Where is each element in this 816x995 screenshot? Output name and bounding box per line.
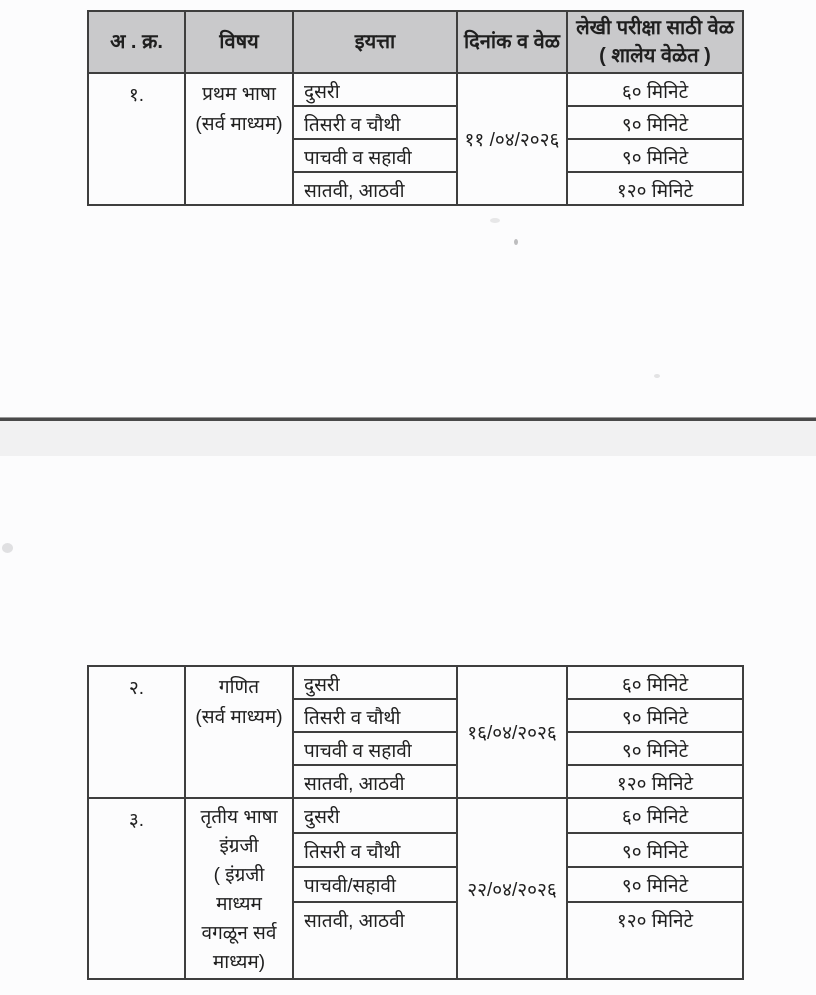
scan-speck <box>490 218 500 223</box>
subject-line: माध्यम) <box>212 952 266 973</box>
grade-cell: पाचवी व सहावी <box>293 139 457 172</box>
subject-line: प्रथम भाषा <box>202 84 276 105</box>
time-cell: ९० मिनिटे <box>567 106 743 139</box>
subject-line: इंग्रजी <box>219 836 259 857</box>
time-cell: ९० मिनिटे <box>567 833 743 867</box>
subject-cell <box>185 73 293 205</box>
date-cell: १६/०४/२०२६ <box>457 666 567 798</box>
time-cell: ९० मिनिटे <box>567 699 743 732</box>
header-cell-subject: विषय <box>185 11 293 73</box>
subject-line: ( इंग्रजी <box>213 865 265 886</box>
subject-line: (सर्व माध्यम) <box>195 114 283 135</box>
header-cell-date: दिनांक व वेळ <box>457 11 567 73</box>
table-row <box>88 73 743 106</box>
serial-number-cell: १. <box>88 73 185 205</box>
serial-number-cell: २. <box>88 666 185 798</box>
time-cell: १२० मिनिटे <box>567 765 743 798</box>
grade-cell: सातवी, आठवी <box>293 902 457 979</box>
grade-cell: तिसरी व चौथी <box>293 106 457 139</box>
subject-line: (सर्व माध्यम) <box>195 707 283 728</box>
serial-number-cell: ३. <box>88 798 185 979</box>
header-cell-sr: अ . क्र. <box>88 11 185 73</box>
grade-cell: सातवी, आठवी <box>293 172 457 205</box>
header-row <box>88 11 743 73</box>
grade-cell: दुसरी <box>293 73 457 106</box>
grade-cell: दुसरी <box>293 798 457 833</box>
time-cell: ६० मिनिटे <box>567 73 743 106</box>
header-time-line1: लेखी परीक्षा साठी वेळ <box>576 17 734 39</box>
time-cell: १२० मिनिटे <box>567 172 743 205</box>
time-cell: ९० मिनिटे <box>567 139 743 172</box>
scan-speck <box>514 239 518 245</box>
scan-junction-band <box>0 421 816 456</box>
header-time-line2: ( शालेय वेळेत ) <box>599 45 711 67</box>
scan-speck <box>2 543 13 553</box>
subject-cell <box>185 798 293 979</box>
header-cell-time <box>567 11 743 73</box>
grade-cell: पाचवी/सहावी <box>293 867 457 902</box>
table-row <box>88 798 743 833</box>
subject-line: माध्यम <box>216 894 262 915</box>
time-cell: ६० मिनिटे <box>567 666 743 699</box>
time-cell: ६० मिनिटे <box>567 798 743 833</box>
subject-cell <box>185 666 293 798</box>
scan-speck <box>654 374 660 378</box>
time-cell: ९० मिनिटे <box>567 732 743 765</box>
header-cell-grade: इयत्ता <box>293 11 457 73</box>
grade-cell: पाचवी व सहावी <box>293 732 457 765</box>
grade-cell: दुसरी <box>293 666 457 699</box>
date-cell: ११ /०४/२०२६ <box>457 73 567 205</box>
subject-line: तृतीय भाषा <box>200 807 278 828</box>
table-row <box>88 666 743 699</box>
grade-cell: सातवी, आठवी <box>293 765 457 798</box>
time-cell: ९० मिनिटे <box>567 867 743 902</box>
subject-line: गणित <box>218 677 260 698</box>
grade-cell: तिसरी व चौथी <box>293 699 457 732</box>
exam-timetable-upper <box>87 10 744 206</box>
subject-line: वगळून सर्व <box>201 923 277 944</box>
date-cell: २२/०४/२०२६ <box>457 798 567 979</box>
time-cell: १२० मिनिटे <box>567 902 743 979</box>
grade-cell: तिसरी व चौथी <box>293 833 457 867</box>
exam-timetable-lower <box>87 665 744 980</box>
